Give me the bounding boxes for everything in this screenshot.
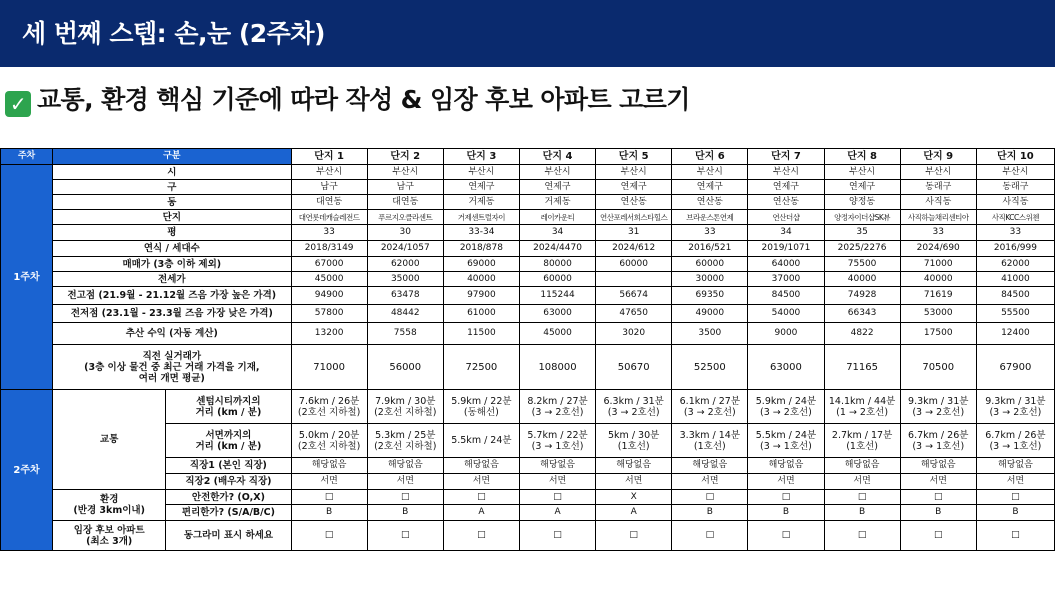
value-cell: 60000 xyxy=(672,257,748,272)
value-cell: A xyxy=(443,505,519,521)
value-cell: 7558 xyxy=(367,323,443,345)
category-line: (최소 3개) xyxy=(86,535,133,547)
value-cell: 해당없음 xyxy=(748,458,824,474)
value-cell: 57800 xyxy=(291,305,367,323)
value-line: 5.3km / 25분 xyxy=(375,429,436,441)
value-cell: 해당없음 xyxy=(443,458,519,474)
value-cell xyxy=(748,390,824,424)
complex-header: 단지 4 xyxy=(519,149,595,165)
value-cell[interactable]: □ xyxy=(367,490,443,505)
candidate-category xyxy=(53,521,166,551)
value-cell[interactable]: □ xyxy=(443,521,519,551)
value-cell: 33 xyxy=(900,225,976,241)
value-cell: 서면 xyxy=(291,474,367,490)
row-label-line: 서면까지의 xyxy=(205,429,252,441)
value-line: 6.7km / 26분 xyxy=(908,429,969,441)
value-cell: 63000 xyxy=(519,305,595,323)
value-cell: 33 xyxy=(291,225,367,241)
value-cell: 41000 xyxy=(976,272,1054,287)
value-cell xyxy=(672,424,748,458)
value-cell: 72500 xyxy=(443,345,519,390)
value-cell: 97900 xyxy=(443,287,519,305)
row-label: 직장1 (본인 직장) xyxy=(166,458,291,474)
value-line: (3 → 2호선) xyxy=(989,406,1042,418)
value-cell: 사직하늘채리센티아 xyxy=(900,210,976,225)
value-line: 5km / 30분 xyxy=(608,429,660,441)
value-cell: 2018/878 xyxy=(443,241,519,257)
value-cell: 거제동 xyxy=(519,195,595,210)
value-cell: 부산시 xyxy=(824,165,900,180)
complex-header: 단지 8 xyxy=(824,149,900,165)
table-row xyxy=(1,390,1055,424)
value-line: (2호선 지하철) xyxy=(374,440,437,452)
value-cell: 67000 xyxy=(291,257,367,272)
row-label: 구 xyxy=(53,180,291,195)
value-cell xyxy=(672,390,748,424)
table-row xyxy=(1,305,1055,323)
value-cell: 양정동 xyxy=(824,195,900,210)
value-cell: 부산시 xyxy=(900,165,976,180)
value-cell xyxy=(367,424,443,458)
value-cell: 2019/1071 xyxy=(748,241,824,257)
value-cell xyxy=(748,424,824,458)
value-cell[interactable]: □ xyxy=(900,490,976,505)
value-cell: 48442 xyxy=(367,305,443,323)
value-line: 5.5km / 24분 xyxy=(755,429,817,441)
row-label: 시 xyxy=(53,165,291,180)
value-cell: 부산시 xyxy=(748,165,824,180)
value-line: 7.9km / 30분 xyxy=(375,395,436,407)
value-cell: 부산시 xyxy=(291,165,367,180)
value-line: (3 → 1호선) xyxy=(912,440,965,452)
value-line: 5.7km / 22분 xyxy=(527,429,588,441)
value-cell: 연제구 xyxy=(672,180,748,195)
value-cell: 9000 xyxy=(748,323,824,345)
value-cell: 53000 xyxy=(900,305,976,323)
header-row xyxy=(1,149,1055,165)
value-cell[interactable]: □ xyxy=(824,521,900,551)
value-cell xyxy=(291,390,367,424)
value-cell: 52500 xyxy=(672,345,748,390)
value-cell: 2024/1057 xyxy=(367,241,443,257)
value-line: 6.7km / 26분 xyxy=(985,429,1046,441)
value-cell[interactable]: □ xyxy=(672,490,748,505)
table-row xyxy=(1,225,1055,241)
value-cell: 부산시 xyxy=(443,165,519,180)
complex-header: 단지 9 xyxy=(900,149,976,165)
value-line: (3 → 2호선) xyxy=(683,406,736,418)
value-cell: 3020 xyxy=(596,323,672,345)
value-line: 6.1km / 27분 xyxy=(679,395,740,407)
value-cell: B xyxy=(672,505,748,521)
row-label: 추산 수익 (자동 계산) xyxy=(53,323,291,345)
value-cell: 30000 xyxy=(672,272,748,287)
complex-header: 단지 2 xyxy=(367,149,443,165)
value-cell: 50670 xyxy=(596,345,672,390)
week-header: 주차 xyxy=(1,149,53,165)
row-label-line: 여러 개면 평균) xyxy=(138,372,205,384)
complex-header: 단지 3 xyxy=(443,149,519,165)
value-cell: A xyxy=(596,505,672,521)
value-cell: B xyxy=(900,505,976,521)
apartment-comparison-table xyxy=(0,148,1055,551)
value-cell: 2024/690 xyxy=(900,241,976,257)
value-line: (3 → 2호선) xyxy=(912,406,965,418)
value-line: (3 → 2호선) xyxy=(531,406,584,418)
value-cell xyxy=(900,424,976,458)
category-line: 임장 후보 아파트 xyxy=(73,524,145,536)
value-cell: 34 xyxy=(519,225,595,241)
row-label xyxy=(166,424,291,458)
value-cell: 40000 xyxy=(900,272,976,287)
value-cell: B xyxy=(748,505,824,521)
value-cell: 브라운스톤연제 xyxy=(672,210,748,225)
value-cell: 71000 xyxy=(291,345,367,390)
row-label: 전세가 xyxy=(53,272,291,287)
value-cell: 30 xyxy=(367,225,443,241)
row-label: 직장2 (배우자 직장) xyxy=(166,474,291,490)
value-cell xyxy=(443,424,519,458)
value-cell: 해당없음 xyxy=(367,458,443,474)
value-line: 6.3km / 31분 xyxy=(603,395,664,407)
value-line: (1 → 2호선) xyxy=(836,406,889,418)
value-cell: 남구 xyxy=(367,180,443,195)
value-cell: 연제구 xyxy=(748,180,824,195)
value-cell: A xyxy=(519,505,595,521)
value-cell xyxy=(824,424,900,458)
value-cell: 63000 xyxy=(748,345,824,390)
value-cell xyxy=(291,424,367,458)
value-line: 5.9km / 22분 xyxy=(451,395,512,407)
value-cell: 해당없음 xyxy=(672,458,748,474)
complex-header: 단지 1 xyxy=(291,149,367,165)
value-cell: 거제동 xyxy=(443,195,519,210)
value-cell: 80000 xyxy=(519,257,595,272)
value-line: (1호선) xyxy=(693,440,726,452)
value-cell: 해당없음 xyxy=(519,458,595,474)
value-line: (3 → 1호선) xyxy=(531,440,584,452)
value-line: (3 → 2호선) xyxy=(607,406,660,418)
value-cell: 35000 xyxy=(367,272,443,287)
value-cell: 서면 xyxy=(672,474,748,490)
value-cell: 47650 xyxy=(596,305,672,323)
complex-header: 단지 6 xyxy=(672,149,748,165)
value-cell: 11500 xyxy=(443,323,519,345)
table-row xyxy=(1,521,1055,551)
value-cell: 해당없음 xyxy=(976,458,1054,474)
row-label: 편리한가? (S/A/B/C) xyxy=(166,505,291,521)
value-cell: 연제구 xyxy=(596,180,672,195)
value-cell: 33 xyxy=(976,225,1054,241)
row-label: 안전한가? (O,X) xyxy=(166,490,291,505)
value-cell: 108000 xyxy=(519,345,595,390)
value-cell: 동래구 xyxy=(900,180,976,195)
complex-header: 단지 10 xyxy=(976,149,1054,165)
value-cell[interactable]: □ xyxy=(443,490,519,505)
week-2-label: 2주차 xyxy=(1,390,53,551)
header-banner xyxy=(0,0,1055,67)
value-cell: B xyxy=(367,505,443,521)
value-cell: 연산동 xyxy=(672,195,748,210)
value-cell[interactable]: X xyxy=(596,490,672,505)
value-cell: 84500 xyxy=(748,287,824,305)
value-cell: 49000 xyxy=(672,305,748,323)
value-cell: 연제구 xyxy=(824,180,900,195)
value-cell: 54000 xyxy=(748,305,824,323)
value-cell: 71165 xyxy=(824,345,900,390)
value-line: (3 → 1호선) xyxy=(760,440,812,452)
value-cell: 연산포레서희스타힐스 xyxy=(596,210,672,225)
value-cell: 사직동 xyxy=(900,195,976,210)
value-cell: 해당없음 xyxy=(291,458,367,474)
value-cell: 2016/521 xyxy=(672,241,748,257)
value-line: 5.9km / 24분 xyxy=(755,395,817,407)
row-label-line: (3층 이상 물건 중 최근 거래 가격을 기재, xyxy=(84,361,260,373)
row-label: 동그라미 표시 하세요 xyxy=(166,521,291,551)
value-cell: 서면 xyxy=(748,474,824,490)
category-line: 환경 xyxy=(100,494,119,505)
value-cell: 서면 xyxy=(900,474,976,490)
value-cell[interactable]: □ xyxy=(519,521,595,551)
value-cell: 대연롯데캐슬레전드 xyxy=(291,210,367,225)
value-line: 5.0km / 20분 xyxy=(298,429,360,441)
row-label-line: 직전 실거래가 xyxy=(142,350,201,362)
value-cell: 45000 xyxy=(519,323,595,345)
value-cell: 사직KCC스위첸 xyxy=(976,210,1054,225)
value-cell: 서면 xyxy=(443,474,519,490)
value-line: (1호선) xyxy=(846,440,878,452)
row-label: 단지 xyxy=(53,210,291,225)
value-cell: B xyxy=(824,505,900,521)
value-cell xyxy=(519,390,595,424)
value-cell: 40000 xyxy=(443,272,519,287)
value-cell: 34 xyxy=(748,225,824,241)
value-cell: 부산시 xyxy=(976,165,1054,180)
value-cell[interactable]: □ xyxy=(748,490,824,505)
value-cell: 69350 xyxy=(672,287,748,305)
value-cell xyxy=(596,390,672,424)
row-label-line: 센텀시티까지의 xyxy=(196,395,261,407)
value-cell: 71619 xyxy=(900,287,976,305)
value-line: (동해선) xyxy=(463,406,499,418)
row-label-line: 거리 (km / 분) xyxy=(195,440,262,452)
value-cell: 해당없음 xyxy=(824,458,900,474)
table-row xyxy=(1,180,1055,195)
value-cell: 푸르지오클라센트 xyxy=(367,210,443,225)
row-label: 전저점 (23.1월 - 23.3월 즈음 가장 낮은 가격) xyxy=(53,305,291,323)
value-cell[interactable]: □ xyxy=(976,490,1054,505)
value-cell: 84500 xyxy=(976,287,1054,305)
value-cell[interactable]: □ xyxy=(900,521,976,551)
value-cell: 60000 xyxy=(519,272,595,287)
value-line: 9.3km / 31분 xyxy=(908,395,969,407)
value-cell: 레이카운티 xyxy=(519,210,595,225)
value-cell: 3500 xyxy=(672,323,748,345)
environment-category xyxy=(53,490,166,521)
value-cell: 4822 xyxy=(824,323,900,345)
value-cell: 연산동 xyxy=(748,195,824,210)
row-label-line: 거리 (km / 분) xyxy=(195,406,262,418)
value-cell xyxy=(976,424,1054,458)
value-cell xyxy=(519,424,595,458)
category-header: 구분 xyxy=(53,149,291,165)
value-line: 7.6km / 26분 xyxy=(298,395,360,407)
value-line: 2.7km / 17분 xyxy=(831,429,893,441)
value-cell: 부산시 xyxy=(519,165,595,180)
value-cell: 66343 xyxy=(824,305,900,323)
value-cell: 55500 xyxy=(976,305,1054,323)
value-cell: 64000 xyxy=(748,257,824,272)
value-cell: 63478 xyxy=(367,287,443,305)
value-cell: 거제센트럴자이 xyxy=(443,210,519,225)
value-cell: 33 xyxy=(672,225,748,241)
value-cell: 45000 xyxy=(291,272,367,287)
value-cell: 대연동 xyxy=(291,195,367,210)
subtitle-text: 교통, 환경 핵심 기준에 따라 작성 & 임장 후보 아파트 고르기 xyxy=(37,85,690,114)
value-cell: 2018/3149 xyxy=(291,241,367,257)
row-label: 매매가 (3층 이하 제외) xyxy=(53,257,291,272)
check-icon: ✓ xyxy=(5,91,31,117)
value-cell[interactable]: □ xyxy=(291,521,367,551)
value-cell: 70500 xyxy=(900,345,976,390)
value-line: (2호선 지하철) xyxy=(297,406,361,418)
value-cell: 35 xyxy=(824,225,900,241)
value-cell xyxy=(596,272,672,287)
value-cell xyxy=(900,390,976,424)
value-cell: 37000 xyxy=(748,272,824,287)
value-cell: 연제구 xyxy=(443,180,519,195)
value-cell: 2024/4470 xyxy=(519,241,595,257)
value-cell: 75500 xyxy=(824,257,900,272)
value-cell: 61000 xyxy=(443,305,519,323)
value-cell: 대연동 xyxy=(367,195,443,210)
value-cell: 부산시 xyxy=(367,165,443,180)
value-cell[interactable]: □ xyxy=(291,490,367,505)
value-cell[interactable]: □ xyxy=(748,521,824,551)
value-line: 9.3km / 31분 xyxy=(985,395,1046,407)
value-line: 14.1km / 44분 xyxy=(828,395,896,407)
value-cell: 서면 xyxy=(367,474,443,490)
value-cell: 13200 xyxy=(291,323,367,345)
value-cell: 31 xyxy=(596,225,672,241)
value-cell: 남구 xyxy=(291,180,367,195)
table-row xyxy=(1,165,1055,180)
value-cell[interactable]: □ xyxy=(672,521,748,551)
value-cell: 94900 xyxy=(291,287,367,305)
row-label: 전고점 (21.9월 - 21.12월 즈음 가장 높은 가격) xyxy=(53,287,291,305)
value-cell xyxy=(596,424,672,458)
value-cell: 서면 xyxy=(519,474,595,490)
value-cell: 연산동 xyxy=(596,195,672,210)
value-cell[interactable]: □ xyxy=(367,521,443,551)
value-cell xyxy=(976,390,1054,424)
value-cell: B xyxy=(291,505,367,521)
value-cell: 56674 xyxy=(596,287,672,305)
value-cell: 62000 xyxy=(976,257,1054,272)
value-cell: 해당없음 xyxy=(900,458,976,474)
value-cell: 12400 xyxy=(976,323,1054,345)
row-label xyxy=(166,390,291,424)
value-cell: 40000 xyxy=(824,272,900,287)
value-cell[interactable]: □ xyxy=(596,521,672,551)
table-row xyxy=(1,272,1055,287)
value-line: 3.3km / 14분 xyxy=(679,429,740,441)
value-cell xyxy=(824,390,900,424)
value-cell: 69000 xyxy=(443,257,519,272)
complex-header: 단지 7 xyxy=(748,149,824,165)
value-cell: 60000 xyxy=(596,257,672,272)
value-cell xyxy=(367,390,443,424)
complex-header: 단지 5 xyxy=(596,149,672,165)
value-cell: 71000 xyxy=(900,257,976,272)
value-cell: 서면 xyxy=(596,474,672,490)
table-row xyxy=(1,195,1055,210)
value-line: (2호선 지하철) xyxy=(374,406,437,418)
value-cell: 연산더샵 xyxy=(748,210,824,225)
row-label: 동 xyxy=(53,195,291,210)
table-row xyxy=(1,287,1055,305)
value-line: 5.5km / 24분 xyxy=(451,435,512,446)
traffic-category: 교통 xyxy=(53,390,166,490)
value-cell: 33-34 xyxy=(443,225,519,241)
value-cell: 2016/999 xyxy=(976,241,1054,257)
value-line: 8.2km / 27분 xyxy=(527,395,588,407)
value-cell: 동래구 xyxy=(976,180,1054,195)
value-cell: 해당없음 xyxy=(596,458,672,474)
value-cell: 부산시 xyxy=(672,165,748,180)
value-cell[interactable]: □ xyxy=(976,521,1054,551)
value-cell: 서면 xyxy=(976,474,1054,490)
value-cell: 17500 xyxy=(900,323,976,345)
value-line: (1호선) xyxy=(617,440,650,452)
value-line: (2호선 지하철) xyxy=(297,440,361,452)
row-label xyxy=(53,345,291,390)
value-cell[interactable]: □ xyxy=(519,490,595,505)
value-cell: 사직동 xyxy=(976,195,1054,210)
value-cell: 2024/612 xyxy=(596,241,672,257)
value-cell: 서면 xyxy=(824,474,900,490)
value-cell: 74928 xyxy=(824,287,900,305)
page-subtitle xyxy=(5,80,690,117)
week-1-label: 1주차 xyxy=(1,165,53,390)
value-cell: 부산시 xyxy=(596,165,672,180)
value-line: (3 → 2호선) xyxy=(760,406,812,418)
value-cell: B xyxy=(976,505,1054,521)
value-cell: 2025/2276 xyxy=(824,241,900,257)
row-label: 평 xyxy=(53,225,291,241)
table-row xyxy=(1,257,1055,272)
table-row xyxy=(1,323,1055,345)
value-cell: 연제구 xyxy=(519,180,595,195)
value-cell: 양정자이더샵SK뷰 xyxy=(824,210,900,225)
value-line: (3 → 1호선) xyxy=(989,440,1042,452)
value-cell: 115244 xyxy=(519,287,595,305)
value-cell xyxy=(443,390,519,424)
value-cell: 67900 xyxy=(976,345,1054,390)
table-row xyxy=(1,490,1055,505)
banner-title: 세 번째 스텝: 손,눈 (2주차) xyxy=(22,19,325,48)
category-line: (반경 3km이내) xyxy=(73,505,145,516)
value-cell: 56000 xyxy=(367,345,443,390)
table-row xyxy=(1,210,1055,225)
table-row xyxy=(1,241,1055,257)
value-cell[interactable]: □ xyxy=(824,490,900,505)
row-label: 연식 / 세대수 xyxy=(53,241,291,257)
table-row xyxy=(1,345,1055,390)
value-cell: 62000 xyxy=(367,257,443,272)
